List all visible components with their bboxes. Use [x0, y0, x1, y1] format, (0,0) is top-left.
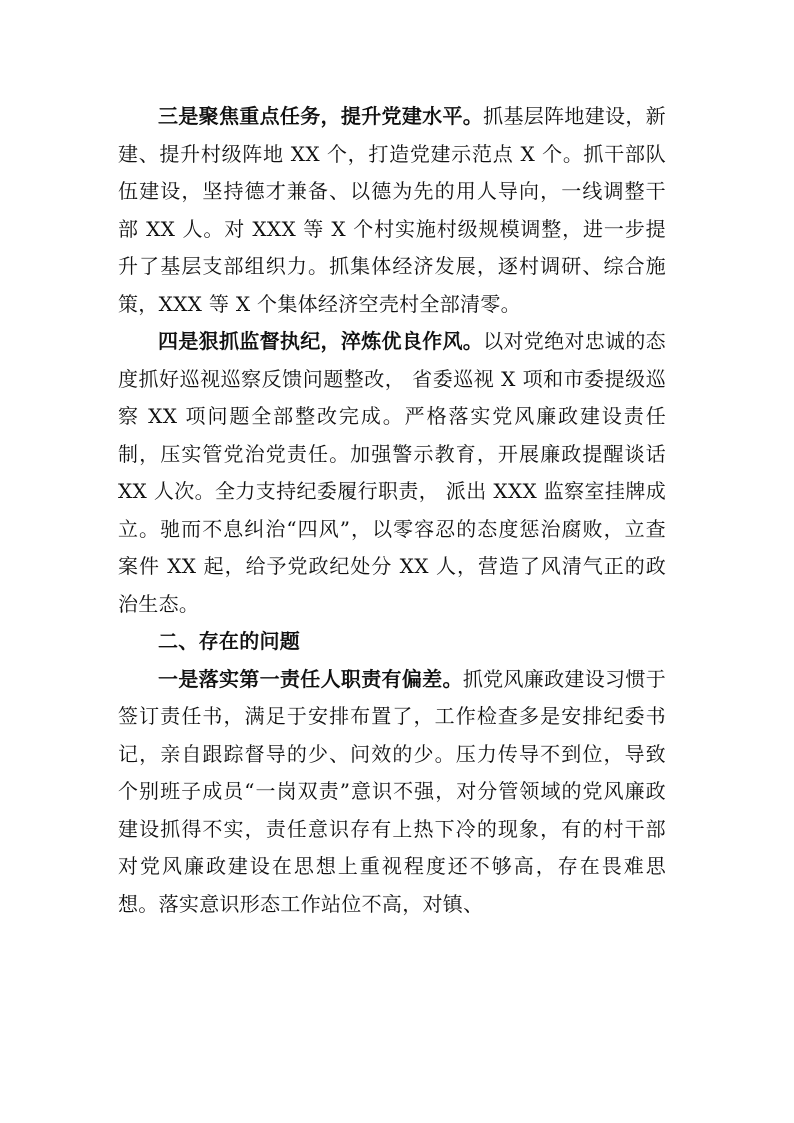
- paragraph-lead: 四是狠抓监督执纪，淬炼优良作风。: [158, 329, 484, 353]
- paragraph-body: 以对党绝对忠诚的态度抓好巡视巡察反馈问题整改， 省委巡视 X 项和市委提级巡察 XX 项问题全部整改完成。严格落实党风廉政建设责任制，压实管党治党责任。加强警示教育，开展廉政提醒谈话 XX 人次。全力支持纪委履行职责， 派出 XXX 监察室挂牌成立。驰而不息纠治“四风”，以零容忍的态度惩治腐败，立查案件 XX 起，给予党政纪处分 XX 人，营造了风清气正的政治生态。: [118, 329, 666, 616]
- paragraph-lead: 一是落实第一责任人职责有偏差。: [158, 666, 463, 691]
- section-heading: 二、存在的问题: [158, 629, 301, 653]
- paragraph-supervision: [118, 323, 666, 623]
- paragraph-lead: 三是聚焦重点任务，提升党建水平。: [158, 104, 484, 128]
- paragraph-task-focus: [118, 98, 666, 323]
- document-body: [118, 98, 666, 923]
- paragraph-body: 抓基层阵地建设，新建、提升村级阵地 XX 个，打造党建示范点 X 个。抓干部队伍建设，坚持德才兼备、以德为先的用人导向，一线调整干部 XX 人。对 XXX 等 X 个村实施村级规模调整，进一步提升了基层支部组织力。抓集体经济发展，逐村调研、综合施策，XXX 等 X 个集体经济空壳村全部清零。: [118, 104, 666, 316]
- paragraph-responsibility: [118, 661, 666, 924]
- paragraph-body: 抓党风廉政建设习惯于签订责任书，满足于安排布置了，工作检查多是安排纪委书记，亲自跟踪督导的少、问效的少。压力传导不到位，导致个别班子成员“一岗双责”意识不强，对分管领域的党风廉政建设抓得不实，责任意识存有上热下冷的现象，有的村干部对党风廉政建设在思想上重视程度还不够高，存在畏难思想。落实意识形态工作站位不高，对镇、: [118, 666, 666, 916]
